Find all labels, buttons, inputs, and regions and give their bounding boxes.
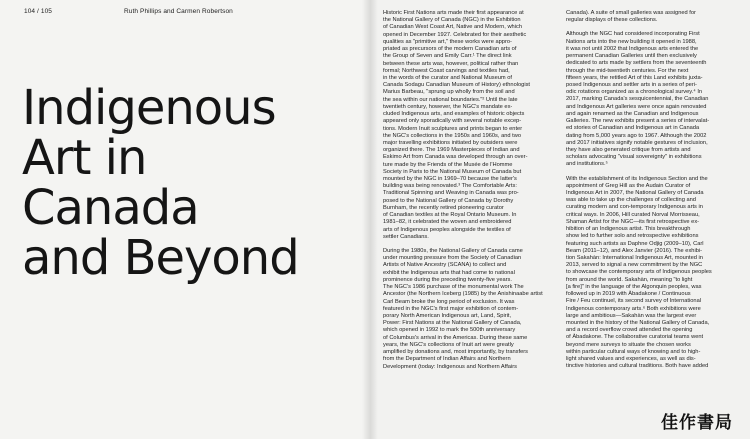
text-line: Power: First Nations at the National Gallery of Canada, [383, 320, 522, 327]
text-line: settler Canadians. [383, 233, 429, 240]
text-line: and a record overflow crowd attended the opening [566, 327, 693, 334]
text-line: followed up in 2019 with Àbadakone / Continuous [566, 291, 691, 298]
body-paragraph [566, 10, 738, 24]
text-line: ed stories of Canadian and Indigenous art in Canada [566, 125, 700, 132]
text-line: and again renamed as the Canadian and Indigenous [566, 110, 699, 117]
text-line: Society in Paris to the National Museum of Canada but [383, 168, 522, 175]
text-line: permanent Canadian Galleries until then exclusively [566, 53, 697, 60]
text-line: regular displays of these collections. [566, 17, 658, 24]
text-line: odic rotations organized as a chronological survey.⁴ In [566, 89, 703, 96]
text-line: within particular cultural ways of knowing and to high- [566, 348, 701, 355]
text-line: organized there. The 1969 Masterpieces of Indian and [383, 147, 520, 154]
text-line: appeared only sporadically with several notable excep- [383, 118, 522, 125]
text-line: large and ambitious—Sakahàn was the largest ever [566, 312, 697, 319]
text-line: appointment of Greg Hill as the Audain Curator of [566, 182, 691, 189]
text-line: hibition of an Indigenous artist. This breakthrough [566, 226, 691, 233]
text-line: Indigenous Art in 2007, the National Gallery of Canada [566, 190, 704, 197]
text-line: Development (today: Indigenous and Northern Affairs [383, 363, 517, 370]
text-line: and 2017 initiatives signify notable gestures of inclusion, [566, 139, 708, 146]
title-line: Canada [22, 180, 199, 236]
text-line: beyond mere surveys to situate the chosen works [566, 341, 691, 348]
text-line: Traditional Spinning and Weaving in Canada was pro- [383, 190, 519, 197]
text-line: fifteen years, the retitled Art of this Land exhibits juxta- [566, 74, 703, 81]
text-line: the National Gallery of Canada (NGC) in the Exhibition [383, 17, 521, 24]
text-line: ture made by the Friends of the Musée de l'Homme [383, 161, 513, 168]
text-column-left [383, 10, 555, 378]
text-line: Historic First Nations arts made their first appearance at [383, 10, 524, 16]
body-paragraph [566, 31, 738, 168]
text-line: porary North American Indigenous art, Land, Spirit, [383, 312, 512, 319]
text-line: light shared values and experiences, as well as dis- [566, 356, 696, 363]
text-line: of Columbus's arrival in the Americas. During these same [383, 334, 528, 341]
text-line: and institutions.⁵ [566, 161, 608, 168]
text-line: With the establishment of its Indigenous Section and the [566, 175, 708, 182]
text-line: it was not until 2002 that Indigenous arts entered the [566, 45, 699, 52]
text-line: formal; Northwest Coast carvings and textiles had, [383, 67, 510, 74]
text-line: the sea within our national boundaries."² Until the late [383, 96, 518, 103]
text-line: Marius Barbeau, "sprung up wholly from the soil and [383, 89, 515, 96]
text-line: Artists of Native Ancestry (SCANA) to collect and [383, 262, 507, 269]
text-line: mounted by the NGC in 1969–70 because the latter's [383, 176, 517, 183]
text-line: they have also generated critique from artists and [566, 146, 691, 153]
text-line: Beam (2011–12), and Alex Janvier (2016). The exhibi- [566, 247, 703, 254]
running-head-authors: Ruth Phillips and Carmen Robertson [124, 8, 233, 15]
text-line: building was being renovated.³ The Comfortable Arts: [383, 183, 517, 190]
text-line: show led to further solo and retrospective exhibitions [566, 233, 699, 240]
text-line: between these arts was, however, political rather than [383, 60, 519, 67]
text-line: Burnham, the recently retired pioneering curator [383, 204, 504, 211]
text-line: amplified by donations and, most importantly, by transfers [383, 349, 528, 356]
book-gutter [362, 0, 378, 439]
text-line: of Canadian West Coast Art, Native and Modern, which [383, 24, 522, 31]
text-line: which opened in 1992 to mark the 500th anniversary [383, 327, 516, 334]
text-line: mounted in the history of the National Gallery of Canada, [566, 319, 710, 326]
text-line: the Group of Seven and Emily Carr.¹ The direct link [383, 53, 512, 60]
title-line: Art in [22, 130, 147, 186]
text-line: Eskimo Art from Canada was developed through an over- [383, 154, 528, 161]
text-line: in the words of the curator and National Museum of [383, 74, 512, 81]
text-line: dedicated to arts made by settlers from the seventeenth [566, 60, 707, 67]
left-page [0, 0, 370, 439]
chapter-title [22, 80, 299, 286]
text-line: the NGC's collections in the 1950s and 1960s, and two [383, 132, 521, 139]
text-column-right [566, 10, 738, 378]
text-line: major travelling exhibitions initiated by outsiders were [383, 139, 518, 146]
text-line: from around the world. Sakahàn, meaning "to light [566, 276, 693, 283]
text-line: critical ways. In 2006, Hill curated Norval Morrisseau, [566, 211, 700, 218]
text-line: under mounting pressure from the Society of Canadian [383, 255, 522, 262]
text-line: Fire / Feu continuel, its second survey of International [566, 298, 701, 305]
text-line: Carl Beam broke the long period of exclusion. It was [383, 298, 515, 305]
text-line: tinctive histories and cultural traditions. Both have added [566, 363, 709, 370]
text-line: During the 1980s, the National Gallery of Canada came [383, 248, 523, 254]
text-line: curating modern and con-temporary Indigenous arts in [566, 204, 703, 211]
text-line: tion Sakahàn: International Indigenous Art, mounted in [566, 255, 703, 261]
text-line: qualities as "primitive art," these works were appro- [383, 38, 512, 45]
text-line: was able to take up the challenges of collecting and [566, 197, 696, 204]
text-line: of Canadian textiles at the Royal Ontario Museum. In [383, 212, 517, 219]
text-line: Shaman Artist for the NGC—its first retrospective ex- [566, 218, 700, 225]
text-line: tions. Modern Inuit sculptures and prints began to enter [383, 125, 523, 132]
text-line: [a fire]" in the language of the Algonquin peoples, was [566, 283, 702, 290]
text-line: prominence during the preceding twenty-five years. [383, 276, 512, 283]
text-line: posed to the National Gallery of Canada by Dorothy [383, 197, 514, 204]
text-line: Ancestor (the Northern Iceberg (1985) by the Anishinaabe artist [383, 291, 543, 298]
text-line: 1981–82, it celebrated the woven and embroidered [383, 219, 512, 226]
title-line: Indigenous [22, 80, 276, 136]
text-line: through the mid-twentieth centuries. For the next [566, 67, 689, 74]
text-line: Indigenous contemporary arts.⁶ Both exhibitions were [566, 305, 701, 312]
text-line: cluded Indigenous arts, and examples of historic objects [383, 111, 525, 118]
body-paragraph [566, 176, 738, 371]
text-line: exhibit the Indigenous arts that had come to national [383, 269, 515, 276]
text-line: 2013, served to signal a new commitment by the NGC [566, 262, 703, 269]
text-line: Nations arts into the new building it opened in 1988, [566, 38, 697, 45]
text-line: years, the NGC's collections of Inuit art were greatly [383, 341, 514, 348]
text-line: Although the NGC had considered incorporating First [566, 31, 700, 38]
body-paragraph [383, 248, 555, 371]
page-numbers: 104 / 105 [24, 8, 53, 15]
text-line: Canada). A suite of small galleries was assigned for [566, 10, 696, 16]
publisher-watermark: 佳作書局 [650, 412, 744, 435]
text-line: opened in December 1927. Celebrated for their aesthetic [383, 31, 527, 38]
text-line: scholars advocating "visual sovereignty" in exhibitions [566, 154, 702, 161]
text-line: priated as precursors of the modern Canadian arts of [383, 46, 517, 53]
text-line: featuring such artists as Daphne Odjig (2009–10), Carl [566, 240, 704, 247]
text-line: featured in the NGC's first major exhibition of contem- [383, 305, 519, 312]
text-line: The NGC's 1986 purchase of the monumental work The [383, 284, 524, 291]
text-line: and Indigenous Art galleries were once again renovated [566, 103, 707, 110]
text-line: from the Department of Indian Affairs and Northern [383, 356, 511, 363]
text-line: of Àbadakone. The collaborative curatorial teams went [566, 334, 704, 341]
body-paragraph [383, 10, 555, 241]
title-line: and Beyond [22, 230, 299, 286]
text-line: Galleries. The new exhibits present a series of intervalat- [566, 118, 710, 125]
text-line: posed Indigenous and settler arts in a series of peri- [566, 81, 697, 88]
text-line: arts of Indigenous peoples alongside the textiles of [383, 226, 511, 233]
text-line: 2017, marking Canada's sesquicentennial, the Canadian [566, 96, 709, 103]
text-line: twentieth century, however, the NGC's mandate ex- [383, 103, 513, 110]
text-line: dating from 5,000 years ago to 1967. Although the 2002 [566, 132, 707, 139]
text-line: Canada Sodagu Canadian Museum of History) ethnologist [383, 82, 531, 89]
text-line: to showcase the contemporary arts of Indigenous peoples [566, 269, 712, 276]
